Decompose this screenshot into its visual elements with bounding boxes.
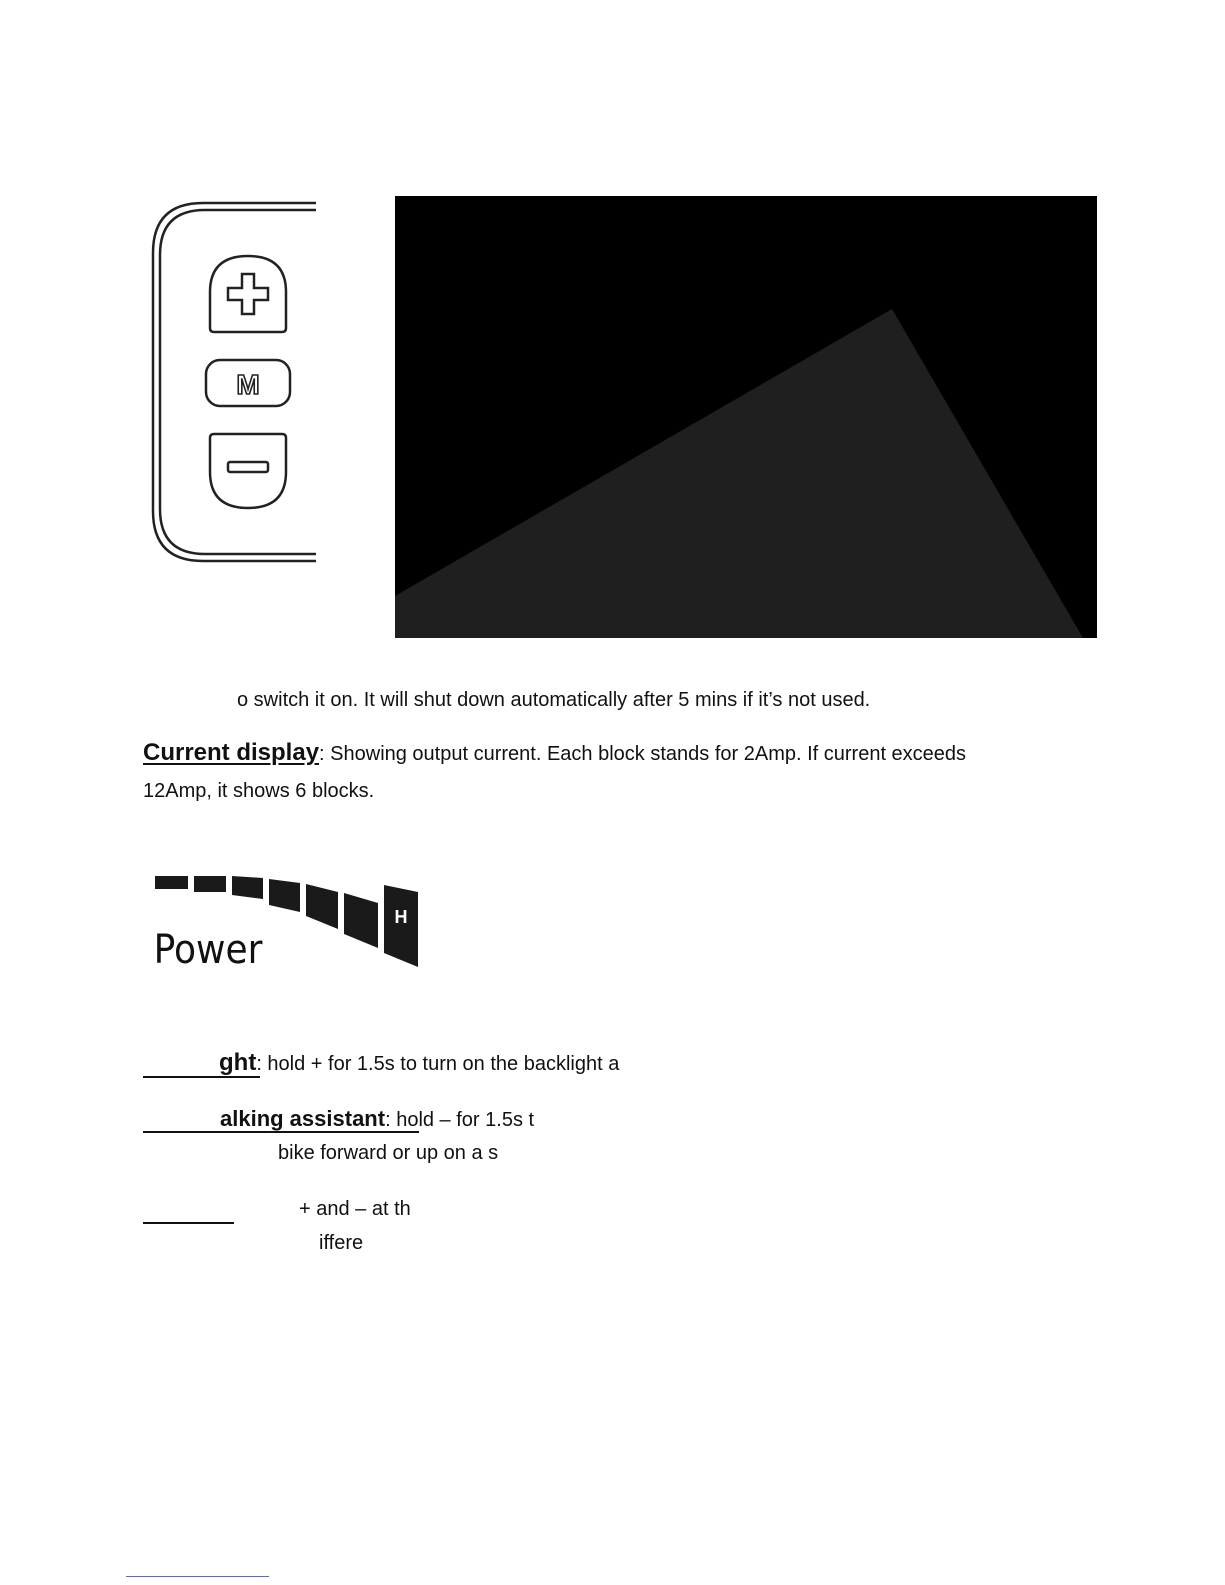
minus-icon [206,430,290,512]
power-gauge [150,870,430,980]
display-photo [395,196,1097,638]
third-item-text-line1: + and – at th [299,1198,411,1220]
backlight-heading: ght [219,1049,257,1076]
mode-button[interactable] [204,358,292,408]
plus-button[interactable] [206,252,290,336]
intro-text: o switch it on. It will shut down automatically after 5 mins if it’s not used. [237,689,871,711]
current-display-heading: Current display [143,739,320,766]
backlight-paragraph [219,1050,619,1077]
plus-icon [206,252,290,336]
walking-assistant-text-line2: bike forward or up on a s [278,1142,499,1164]
backlight-text: : hold + for 1.5s to turn on the backlight a [256,1053,620,1075]
walking-assistant-text: : hold – for 1.5s t [385,1109,535,1131]
minus-button[interactable] [206,430,290,512]
button-panel-illustration [148,198,318,566]
third-item-heading-underline [143,1222,234,1224]
walking-assistant-paragraph [220,1106,534,1133]
power-gauge-high-marker: H [394,907,408,927]
svg-text:M: M [236,369,260,400]
current-display-paragraph [143,740,966,767]
power-gauge-label: Power [153,926,263,973]
third-item-text-line2: iffere [319,1232,364,1254]
current-display-text-line2: 12Amp, it shows 6 blocks. [143,780,375,802]
mode-icon [204,358,292,408]
walking-assistant-heading: alking assistant [220,1106,386,1131]
footer-rule [126,1576,269,1577]
current-display-text: : Showing output current. Each block stands for 2Amp. If current exceeds [319,743,967,765]
